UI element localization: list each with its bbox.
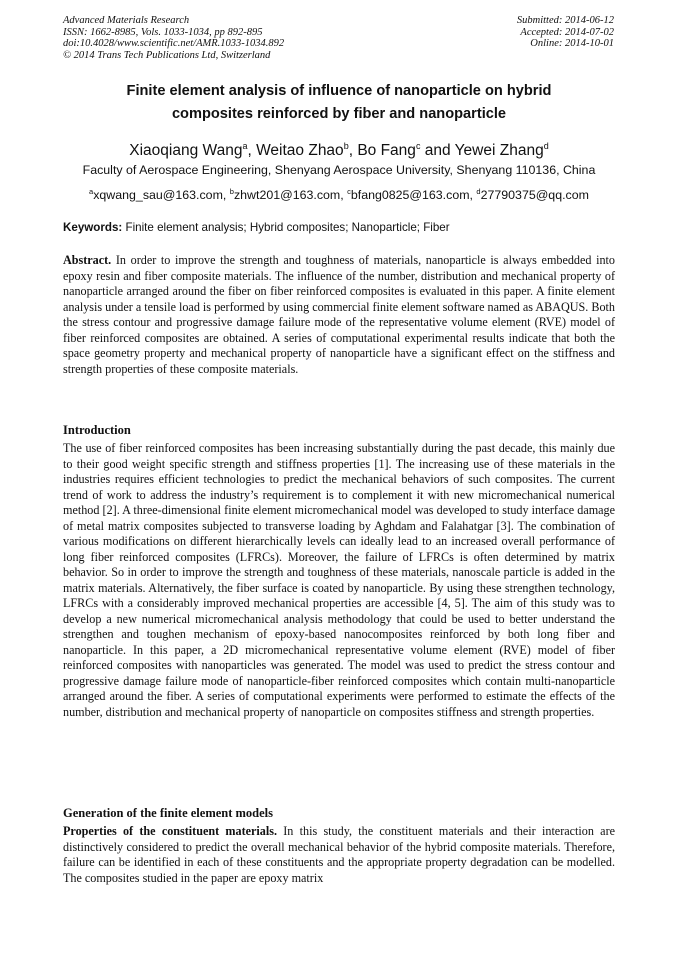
author-separator: and [420, 142, 455, 160]
title-line-1: Finite element analysis of influence of nanoparticle on hybrid [126, 83, 552, 99]
dates-header [517, 15, 614, 50]
author-emails [40, 184, 638, 203]
email-mark: c [347, 187, 351, 196]
author-name: Yewei Zhang [454, 142, 544, 160]
email-mark: b [229, 187, 234, 196]
title-line-2: composites reinforced by fiber and nanoparticle [171, 106, 507, 122]
generation-heading: Generation of the finite element models [63, 806, 274, 820]
introduction-heading: Introduction [63, 423, 131, 437]
email-mark: d [476, 187, 481, 196]
abstract-paragraph [63, 253, 615, 377]
email-mark: a [89, 187, 94, 196]
properties-subheading: Properties of the constituent materials. [63, 824, 277, 838]
date-accepted: Accepted: 2014-07-02 [520, 26, 614, 38]
keywords-label: Keywords: [63, 221, 123, 234]
properties-text: In this study, the constituent materials and their interaction are distinctively considered to predict the overall mechanical behavior of the hybrid composite materials. Therefore, failure can be identified in each of these constituents and the appropriate property degradation can be modelled. The composites studied in the paper are epoxy matrix [63, 824, 615, 885]
introduction-paragraph: The use of fiber reinforced composites has been increasing substantially during the past decade, this mainly due to their good weight specific strength and stiffness properties [1]. The increasing use of these materials in the industries requires efficient technologies to predict the mechanical behaviors of such composites. The current trend of work to address the industry’s requirement is to complement it with new micromechanical numerical method [2]. A three-dimensional finite element micromechanical model was developed to study interface damage of metal matrix composites subjected to transverse loading by Aghdam and Falahatgar [3]. The combination of various modifications on different hierarchically levels can ideally lead to an increased overall performance of long fiber reinforced composites (LFRCs). Moreover, the failure of LFRCs is often determined by matrix behavior. So in order to improve the strength and toughness of these materials, nanoscale particle is added in the matrix materials. Alternatively, the fiber surface is coated by nanoparticle. By using these strengthen technology, LFRCs with a considerably improved mechanical properties are accessible [4, 5]. The aim of this study was to develop a new numerical micromechanical analysis methodology that could be used to better understand the strengthen and toughen mechanism of epoxy-based nanocomposites reinforced by both long fiber and nanoparticle. In this paper, a 2D micromechanical representative volume element (RVE) model of fiber reinforced composites with nanoparticles was generated. The model was used to predict the stress contour and progressive damage failure mode of nanoparticle-fiber reinforced composites which contain multi-nanoparticle arranged around the fiber. A series of computational experiments were performed to estimate the effects of the number, distribution and mechanical property of nanoparticle on composites stiffness and strength properties. [63, 441, 615, 719]
email-address: zhwt201@163.com, [233, 188, 348, 203]
date-submitted: Submitted: 2014-06-12 [516, 15, 614, 26]
author-affil-mark: d [543, 141, 549, 151]
journal-name: Advanced Materials Research [63, 15, 190, 26]
properties-paragraph [63, 824, 615, 886]
date-online: Online: 2014-10-01 [530, 38, 614, 49]
journal-issn: ISSN: 1662-8985, Vols. 1033-1034, pp 892-895 [63, 26, 263, 38]
abstract-text: In order to improve the strength and toughness of materials, nanoparticle is always embedded into epoxy resin and fiber composite materials. The influence of the number, distribution and mechanical property of nanoparticle arranged around the fiber on fiber reinforced composites is evaluated in this paper. A finite element analysis under a tensile load is performed by using commercial finite element software named as ABAQUS. Both the stress contour and progressive damage failure mode of the representative volume element (RVE) model of fiber reinforced composites are obtained. A series of computational experimental results indicate that both the space geometry property and mechanical property of nanoparticle have a significant effect on the stiffness and strength properties of these composite materials. [63, 253, 615, 376]
paper-title [40, 80, 638, 126]
keywords-text: Finite element analysis; Hybrid composites; Nanoparticle; Fiber [122, 221, 450, 234]
abstract-label: Abstract. [63, 253, 112, 267]
author-name: Bo Fang [357, 142, 416, 160]
author-name: Xiaoqiang Wang [129, 142, 243, 160]
email-address: 27790375@qq.com [480, 188, 589, 203]
author-affil-mark: c [415, 141, 421, 151]
email-address: xqwang_sau@163.com, [93, 188, 230, 203]
author-separator: , [247, 142, 257, 160]
author-affil-mark: b [343, 141, 349, 151]
author-list [40, 136, 638, 161]
journal-copyright: © 2014 Trans Tech Publications Ltd, Switzerland [63, 49, 271, 61]
journal-doi: doi:10.4028/www.scientific.net/AMR.1033-1034.892 [63, 38, 285, 49]
author-separator: , [348, 142, 358, 160]
author-name: Weitao Zhao [256, 142, 344, 160]
journal-header [63, 15, 284, 61]
author-affil-mark: a [242, 141, 248, 151]
affiliation: Faculty of Aerospace Engineering, Shenyang Aerospace University, Shenyang 110136, China [82, 163, 596, 177]
keywords [63, 221, 615, 235]
email-address: bfang0825@163.com, [350, 188, 477, 203]
